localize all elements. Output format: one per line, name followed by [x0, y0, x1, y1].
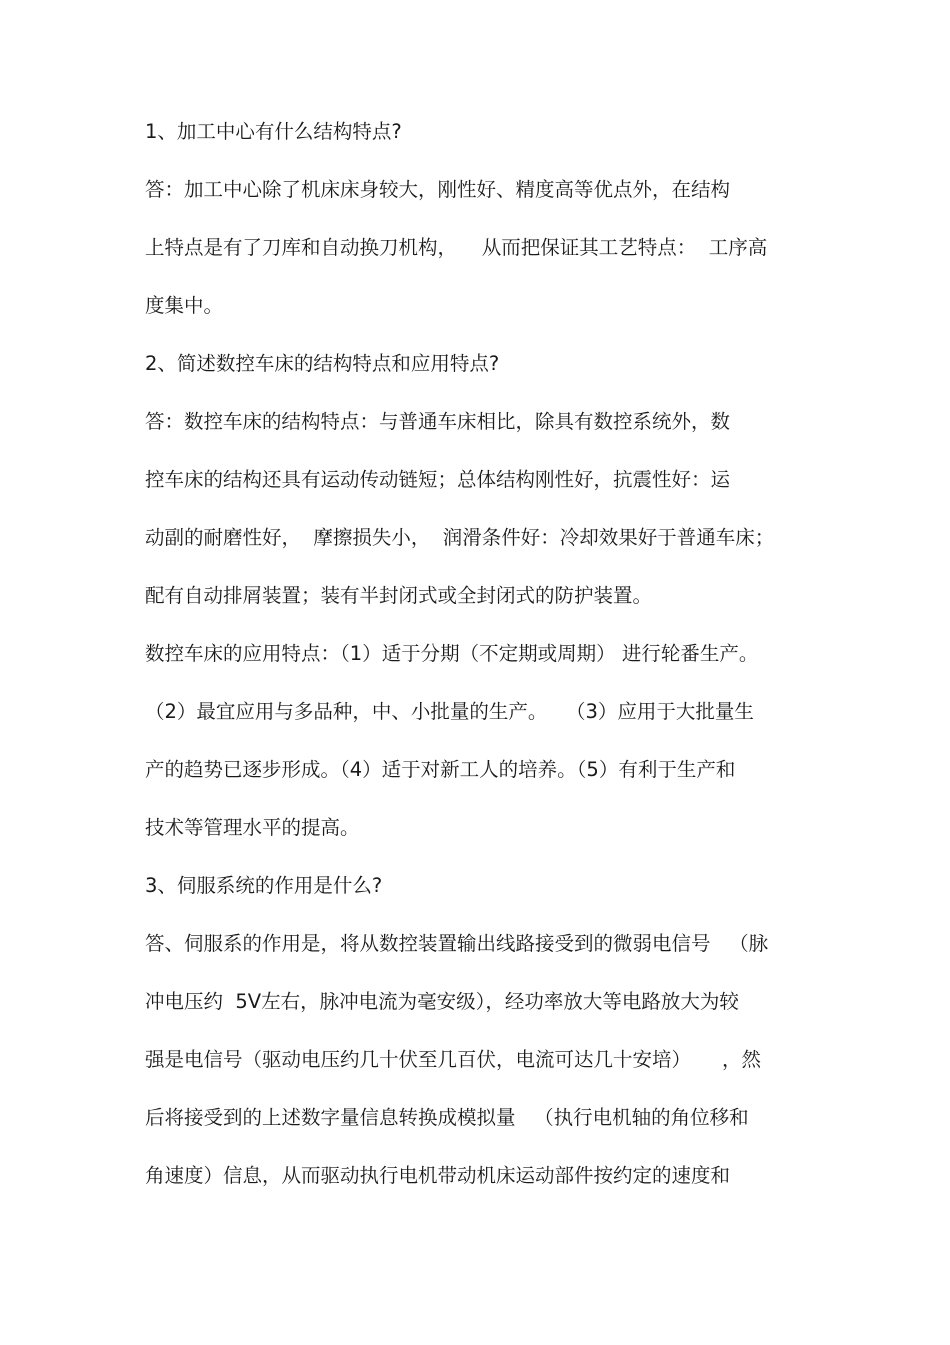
- answer-2-application-line-2: （2）最宜应用与多品种，中、小批量的生产。 （3）应用于大批量生: [145, 700, 754, 723]
- answer-2-application-line-4: 技术等管理水平的提高。: [145, 816, 360, 839]
- answer-2-line-1: 答：数控车床的结构特点：与普通车床相比，除具有数控系统外，数: [145, 410, 731, 433]
- question-3-title: 3、伺服系统的作用是什么?: [145, 874, 383, 897]
- answer-1-line-2: 上特点是有了刀库和自动换刀机构， 从而把保证其工艺特点： 工序高: [145, 236, 768, 259]
- answer-1-line-1: 答：加工中心除了机床床身较大，刚性好、精度高等优点外，在结构: [145, 178, 731, 201]
- answer-2-line-4: 配有自动排屑装置；装有半封闭式或全封闭式的防护装置。: [145, 584, 653, 607]
- answer-3-line-4: 后将接受到的上述数字量信息转换成模拟量 （执行电机轴的角位移和: [145, 1106, 749, 1129]
- answer-2-line-3: 动副的耐磨性好， 摩擦损失小， 润滑条件好：冷却效果好于普通车床；: [145, 526, 775, 549]
- answer-3-line-2: 冲电压约 5V左右，脉冲电流为毫安级），经功率放大等电路放大为较: [145, 990, 739, 1013]
- answer-1-line-3: 度集中。: [145, 294, 224, 317]
- question-2-title: 2、简述数控车床的结构特点和应用特点?: [145, 352, 500, 375]
- answer-2-line-2: 控车床的结构还具有运动传动链短；总体结构刚性好，抗震性好：运: [145, 468, 731, 491]
- question-1-title: 1、加工中心有什么结构特点?: [145, 120, 402, 143]
- answer-3-line-3: 强是电信号（驱动电压约几十伏至几百伏，电流可达几十安培） ，然: [145, 1048, 761, 1071]
- answer-2-application-line-1: 数控车床的应用特点：（1）适于分期（不定期或周期） 进行轮番生产。: [145, 642, 759, 665]
- answer-3-line-5: 角速度）信息，从而驱动执行电机带动机床运动部件按约定的速度和: [145, 1164, 731, 1187]
- answer-3-line-1: 答、伺服系的作用是，将从数控装置输出线路接受到的微弱电信号 （脉: [145, 932, 769, 955]
- answer-2-application-line-3: 产的趋势已逐步形成。（4）适于对新工人的培养。（5）有利于生产和: [145, 758, 736, 781]
